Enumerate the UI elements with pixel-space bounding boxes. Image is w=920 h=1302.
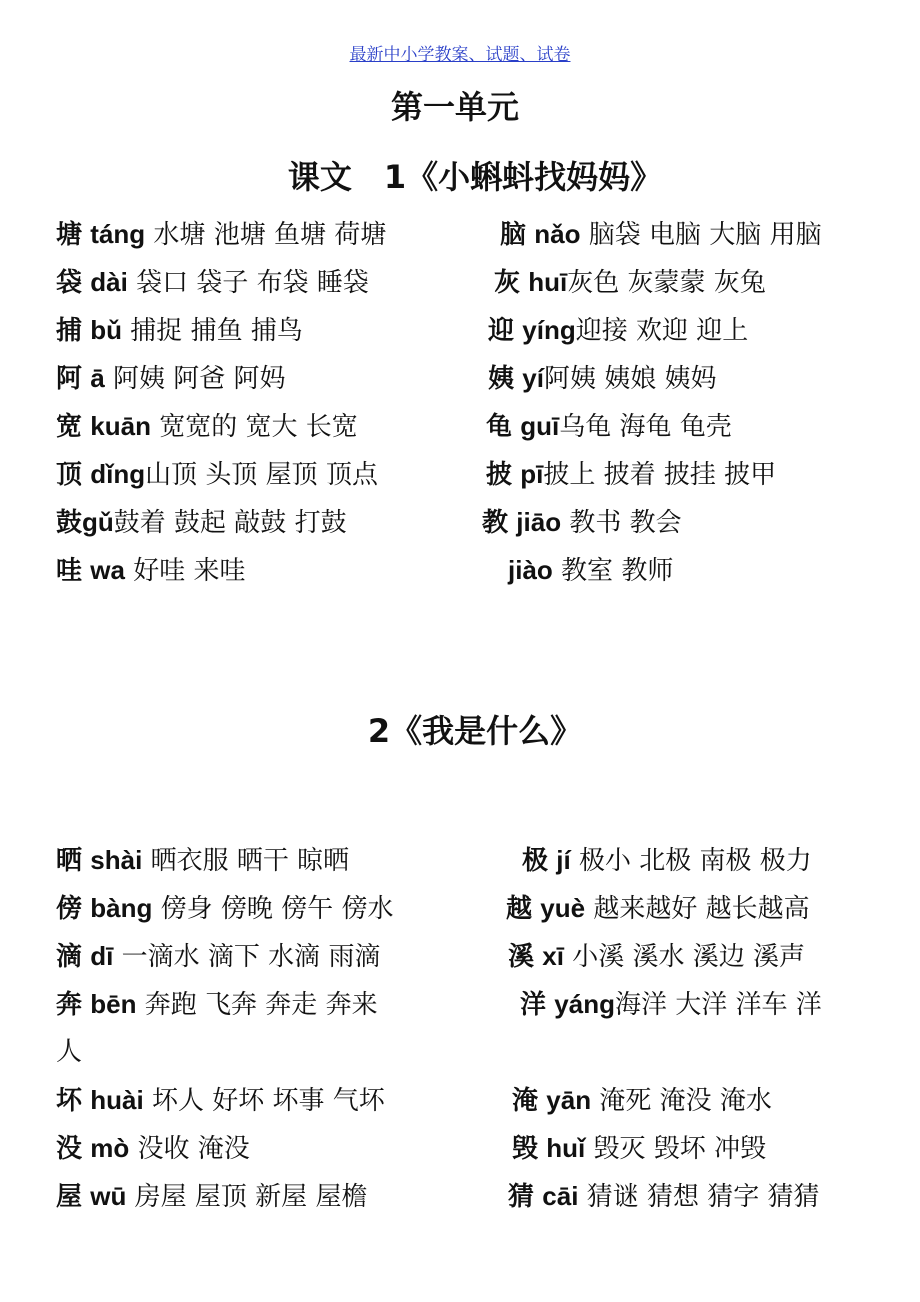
vocab-entry <box>56 1080 385 1120</box>
vocab-entry <box>56 214 386 254</box>
vocab-entry <box>56 310 303 350</box>
vocab-pinyin: bàng <box>90 893 153 923</box>
vocab-char: 傍 <box>56 894 83 924</box>
vocab-char: 灰 <box>494 268 521 298</box>
vocab-words: 乌龟 海龟 龟壳 <box>559 412 732 442</box>
vocab-entry <box>488 310 748 350</box>
vocab-char: 晒 <box>56 846 83 876</box>
vocab-char: 溪 <box>508 942 535 972</box>
vocab-words: 阿姨 姨娘 姨妈 <box>543 364 717 394</box>
wrapped-word: 人 <box>56 1037 83 1067</box>
vocab-pinyin: dài <box>90 267 128 297</box>
vocab-words: 山顶 头顶 屋顶 顶点 <box>145 460 378 490</box>
vocab-char: 鼓 <box>56 508 83 538</box>
vocab-char: 脑 <box>500 220 527 250</box>
vocab-words: 越来越好 越长越高 <box>585 894 810 924</box>
unit-title: 第一单元 <box>390 88 519 126</box>
vocab-pinyin: ā <box>90 363 105 393</box>
vocab-pinyin: mò <box>90 1133 130 1163</box>
vocab-words: 披上 披着 披挂 披甲 <box>543 460 777 490</box>
vocab-entry <box>56 454 378 494</box>
vocab-pinyin: cāi <box>542 1181 579 1211</box>
vocab-entry <box>508 1176 820 1216</box>
vocab-entry <box>56 1128 250 1168</box>
vocab-entry <box>520 984 822 1024</box>
lesson-1-title: 课文 1《小蝌蚪找妈妈》 <box>287 158 663 196</box>
vocab-words: 晒衣服 晒干 晾晒 <box>142 846 350 876</box>
vocab-words: 鼓着 鼓起 敲鼓 打鼓 <box>113 508 347 538</box>
vocab-char: 龟 <box>486 412 513 442</box>
vocab-entry <box>486 406 732 446</box>
vocab-char: 滴 <box>56 942 83 972</box>
vocab-pinyin: yíng <box>522 315 576 345</box>
vocab-words: 海洋 大洋 洋车 洋 <box>614 990 822 1020</box>
vocab-words: 宽宽的 宽大 长宽 <box>150 412 358 442</box>
vocab-pinyin: yáng <box>554 989 615 1019</box>
vocab-char: 猜 <box>508 1182 535 1212</box>
vocab-pinyin: yí <box>522 363 544 393</box>
vocab-entry <box>512 1128 766 1168</box>
vocab-words: 教室 教师 <box>552 556 674 586</box>
vocab-words: 袋口 袋子 布袋 睡袋 <box>127 268 369 298</box>
vocab-char: 屋 <box>56 1182 83 1212</box>
vocab-pinyin: bǔ <box>90 315 123 345</box>
vocab-words: 阿姨 阿爸 阿妈 <box>104 364 286 394</box>
vocab-char: 姨 <box>488 364 515 394</box>
vocab-entry <box>56 262 369 302</box>
vocab-words: 灰色 灰蒙蒙 灰兔 <box>567 268 766 298</box>
vocab-entry <box>56 502 347 542</box>
vocab-entry <box>486 454 776 494</box>
vocab-char: 教 <box>482 508 509 538</box>
vocab-char: 越 <box>506 894 533 924</box>
vocab-entry <box>56 840 349 880</box>
vocab-pinyin: kuān <box>90 411 151 441</box>
vocab-words: 教书 教会 <box>561 508 682 538</box>
vocab-pinyin: huài <box>90 1085 144 1115</box>
vocab-char: 顶 <box>56 460 83 490</box>
vocab-entry <box>56 888 393 928</box>
vocab-pinyin: xī <box>542 941 564 971</box>
vocab-entry <box>508 936 805 976</box>
vocab-char: 毁 <box>512 1134 539 1164</box>
vocab-entry <box>522 840 812 880</box>
vocab-words: 脑袋 电脑 大脑 用脑 <box>580 220 822 250</box>
vocab-words: 没收 淹没 <box>129 1134 250 1164</box>
vocab-entry <box>56 358 286 398</box>
vocab-entry <box>506 888 810 928</box>
vocab-pinyin: pī <box>520 459 544 489</box>
vocab-words: 房屋 屋顶 新屋 屋檐 <box>126 1182 368 1212</box>
vocab-char: 奔 <box>56 990 83 1020</box>
vocab-pinyin: jiào <box>508 555 553 585</box>
vocab-words: 傍身 傍晚 傍午 傍水 <box>152 894 394 924</box>
vocab-entry <box>56 1176 367 1216</box>
vocab-pinyin: guī <box>520 411 560 441</box>
vocab-words: 毁灭 毁坏 冲毁 <box>585 1134 767 1164</box>
vocab-pinyin: dī <box>90 941 114 971</box>
vocab-words: 猜谜 猜想 猜字 猜猜 <box>578 1182 820 1212</box>
vocab-char: 淹 <box>512 1086 539 1116</box>
vocab-entry <box>512 1080 772 1120</box>
vocab-char: 迎 <box>488 316 515 346</box>
vocab-pinyin: táng <box>90 219 146 249</box>
vocab-entry <box>494 262 766 302</box>
vocab-entry <box>56 984 378 1024</box>
vocab-pinyin: jiāo <box>516 507 562 537</box>
vocab-words: 小溪 溪水 溪边 溪声 <box>563 942 806 972</box>
vocab-char: 极 <box>522 846 549 876</box>
vocab-char: 袋 <box>56 268 83 298</box>
vocab-char: 坏 <box>56 1086 83 1116</box>
vocab-pinyin: yān <box>546 1085 592 1115</box>
vocab-pinyin: shài <box>90 845 143 875</box>
vocab-words: 坏人 好坏 坏事 气坏 <box>143 1086 385 1116</box>
vocab-pinyin: gǔ <box>82 507 114 537</box>
vocab-words: 淹死 淹没 淹水 <box>591 1086 772 1116</box>
vocab-char: 宽 <box>56 412 83 442</box>
vocab-pinyin: yuè <box>540 893 586 923</box>
vocab-pinyin: nǎo <box>534 219 581 249</box>
vocab-words: 极小 北极 南极 极力 <box>570 846 812 876</box>
vocab-pinyin: dǐng <box>90 459 146 489</box>
vocab-words: 捕捉 捕鱼 捕鸟 <box>122 316 303 346</box>
vocab-char: 没 <box>56 1134 83 1164</box>
vocab-char: 捕 <box>56 316 83 346</box>
lesson-2-title: 2《我是什么》 <box>367 712 583 750</box>
vocab-pinyin: jí <box>556 845 571 875</box>
vocab-pinyin: bēn <box>90 989 137 1019</box>
vocab-char: 哇 <box>56 556 83 586</box>
vocab-words: 一滴水 滴下 水滴 雨滴 <box>113 942 381 972</box>
vocab-entry <box>500 214 822 254</box>
vocab-entry <box>56 550 246 590</box>
vocab-char: 塘 <box>56 220 83 250</box>
vocab-pinyin: huǐ <box>546 1133 586 1163</box>
vocab-entry <box>482 502 682 542</box>
vocab-words: 迎接 欢迎 迎上 <box>575 316 749 346</box>
vocab-char: 洋 <box>520 990 547 1020</box>
vocab-words: 好哇 来哇 <box>124 556 246 586</box>
header-link[interactable]: 最新中小学教案、试题、试卷 <box>349 45 571 65</box>
vocab-char: 披 <box>486 460 513 490</box>
vocab-words: 水塘 池塘 鱼塘 荷塘 <box>145 220 387 250</box>
vocab-words: 奔跑 飞奔 奔走 奔来 <box>136 990 378 1020</box>
vocab-pinyin: huī <box>528 267 568 297</box>
vocab-pinyin: wū <box>90 1181 127 1211</box>
vocab-char: 阿 <box>56 364 83 394</box>
vocab-pinyin: wa <box>90 555 125 585</box>
vocab-entry <box>56 406 358 446</box>
vocab-entry <box>488 358 717 398</box>
vocab-entry <box>508 550 673 590</box>
vocab-entry <box>56 936 380 976</box>
